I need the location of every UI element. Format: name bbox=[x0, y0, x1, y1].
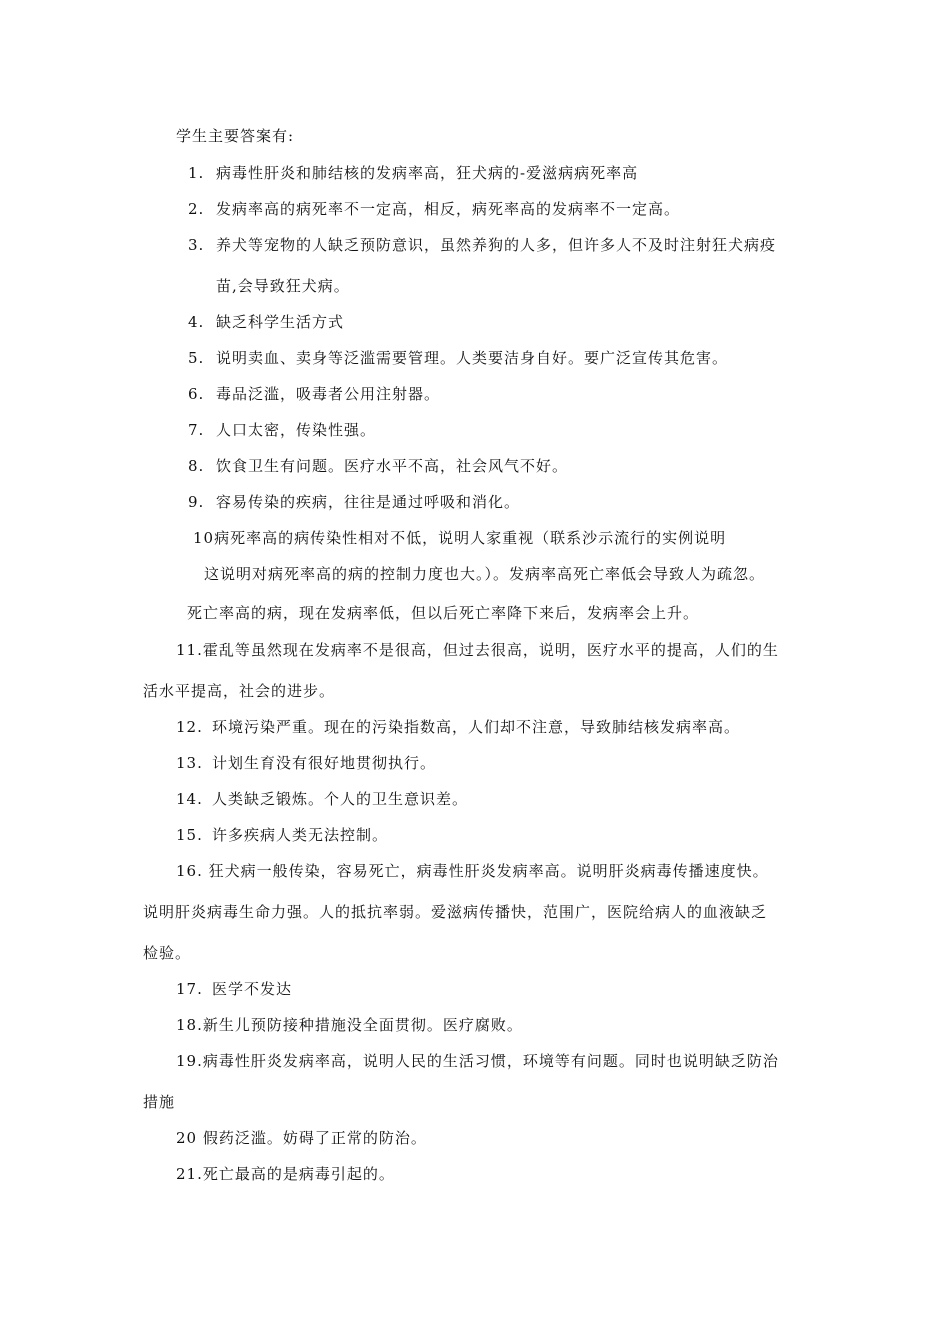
item-text: 许多疾病人类无法控制。 bbox=[212, 826, 389, 844]
item-number: 17. bbox=[176, 980, 203, 998]
list-item bbox=[176, 789, 468, 809]
item-number: 4. bbox=[188, 313, 205, 331]
list-item bbox=[176, 753, 436, 773]
list-item: 10病死率高的病传染性相对不低，说明人家重视（联系沙示流行的实例说明 bbox=[193, 529, 727, 547]
item-continuation: 说明肝炎病毒生命力强。人的抵抗率弱。爱滋病传播快，范围广，医院给病人的血液缺乏 bbox=[143, 903, 768, 921]
item-text: 容易传染的疾病，往往是通过呼吸和消化。 bbox=[216, 493, 521, 511]
list-item bbox=[188, 348, 728, 368]
item-continuation: 这说明对病死率高的病的控制力度也大。）。发病率高死亡率低会导致人为疏忽。 bbox=[204, 565, 766, 583]
item-number: 2. bbox=[188, 200, 205, 218]
list-item bbox=[176, 717, 740, 737]
item-text: 发病率高的病死率不一定高，相反，病死率高的发病率不一定高。 bbox=[216, 200, 681, 218]
item-number: 1. bbox=[188, 164, 205, 182]
list-item bbox=[188, 199, 680, 219]
list-item bbox=[188, 492, 520, 512]
list-item bbox=[176, 979, 292, 999]
item-number: 9. bbox=[188, 493, 205, 511]
list-item: 11.霍乱等虽然现在发病率不是很高，但过去很高，说明，医疗水平的提高，人们的生 bbox=[176, 641, 779, 659]
item-number: 5. bbox=[188, 349, 205, 367]
list-item: 19.病毒性肝炎发病率高，说明人民的生活习惯，环境等有问题。同时也说明缺乏防治 bbox=[176, 1052, 779, 1070]
list-item bbox=[188, 163, 638, 183]
item-text: 计划生育没有很好地贯彻执行。 bbox=[212, 754, 437, 772]
item-continuation: 检验。 bbox=[143, 944, 192, 962]
answers-heading: 学生主要答案有: bbox=[176, 127, 295, 145]
item-number: 3. bbox=[188, 236, 205, 254]
item-text: 医学不发达 bbox=[212, 980, 293, 998]
list-item bbox=[188, 312, 344, 332]
list-item: 21.死亡最高的是病毒引起的。 bbox=[176, 1165, 395, 1183]
item-number: 15. bbox=[176, 826, 203, 844]
list-item: 18.新生儿预防接种措施没全面贯彻。医疗腐败。 bbox=[176, 1016, 523, 1034]
item-continuation: 措施 bbox=[143, 1093, 176, 1111]
item-number: 14. bbox=[176, 790, 203, 808]
list-item bbox=[188, 235, 776, 255]
list-item bbox=[188, 384, 440, 404]
item-text: 环境污染严重。现在的污染指数高，人们却不注意，导致肺结核发病率高。 bbox=[212, 718, 741, 736]
item-text: 毒品泛滥，吸毒者公用注射器。 bbox=[216, 385, 441, 403]
list-item bbox=[188, 420, 376, 440]
item-number: 8. bbox=[188, 457, 205, 475]
item-continuation: 死亡率高的病，现在发病率低，但以后死亡率降下来后，发病率会上升。 bbox=[187, 604, 700, 622]
item-continuation: 苗,会导致狂犬病。 bbox=[216, 277, 350, 295]
item-text: 养犬等宠物的人缺乏预防意识，虽然养狗的人多，但许多人不及时注射狂犬病疫 bbox=[216, 236, 777, 254]
item-number: 13. bbox=[176, 754, 203, 772]
item-text: 饮食卫生有问题。医疗水平不高，社会风气不好。 bbox=[216, 457, 569, 475]
item-text: 人类缺乏锻炼。个人的卫生意识差。 bbox=[212, 790, 469, 808]
item-number: 7. bbox=[188, 421, 205, 439]
item-continuation: 活水平提高，社会的进步。 bbox=[143, 682, 336, 700]
item-number: 12. bbox=[176, 718, 203, 736]
item-text: 人口太密，传染性强。 bbox=[216, 421, 377, 439]
item-text: 说明卖血、卖身等泛滥需要管理。人类要洁身自好。要广泛宣传其危害。 bbox=[216, 349, 729, 367]
list-item bbox=[176, 825, 388, 845]
list-item: 20 假药泛滥。妨碍了正常的防治。 bbox=[176, 1129, 427, 1147]
list-item bbox=[188, 456, 568, 476]
item-text: 病毒性肝炎和肺结核的发病率高，狂犬病的-爱滋病病死率高 bbox=[216, 164, 639, 182]
item-text: 缺乏科学生活方式 bbox=[216, 313, 345, 331]
item-number: 6. bbox=[188, 385, 205, 403]
list-item: 16. 狂犬病一般传染，容易死亡，病毒性肝炎发病率高。说明肝炎病毒传播速度快。 bbox=[176, 862, 769, 880]
